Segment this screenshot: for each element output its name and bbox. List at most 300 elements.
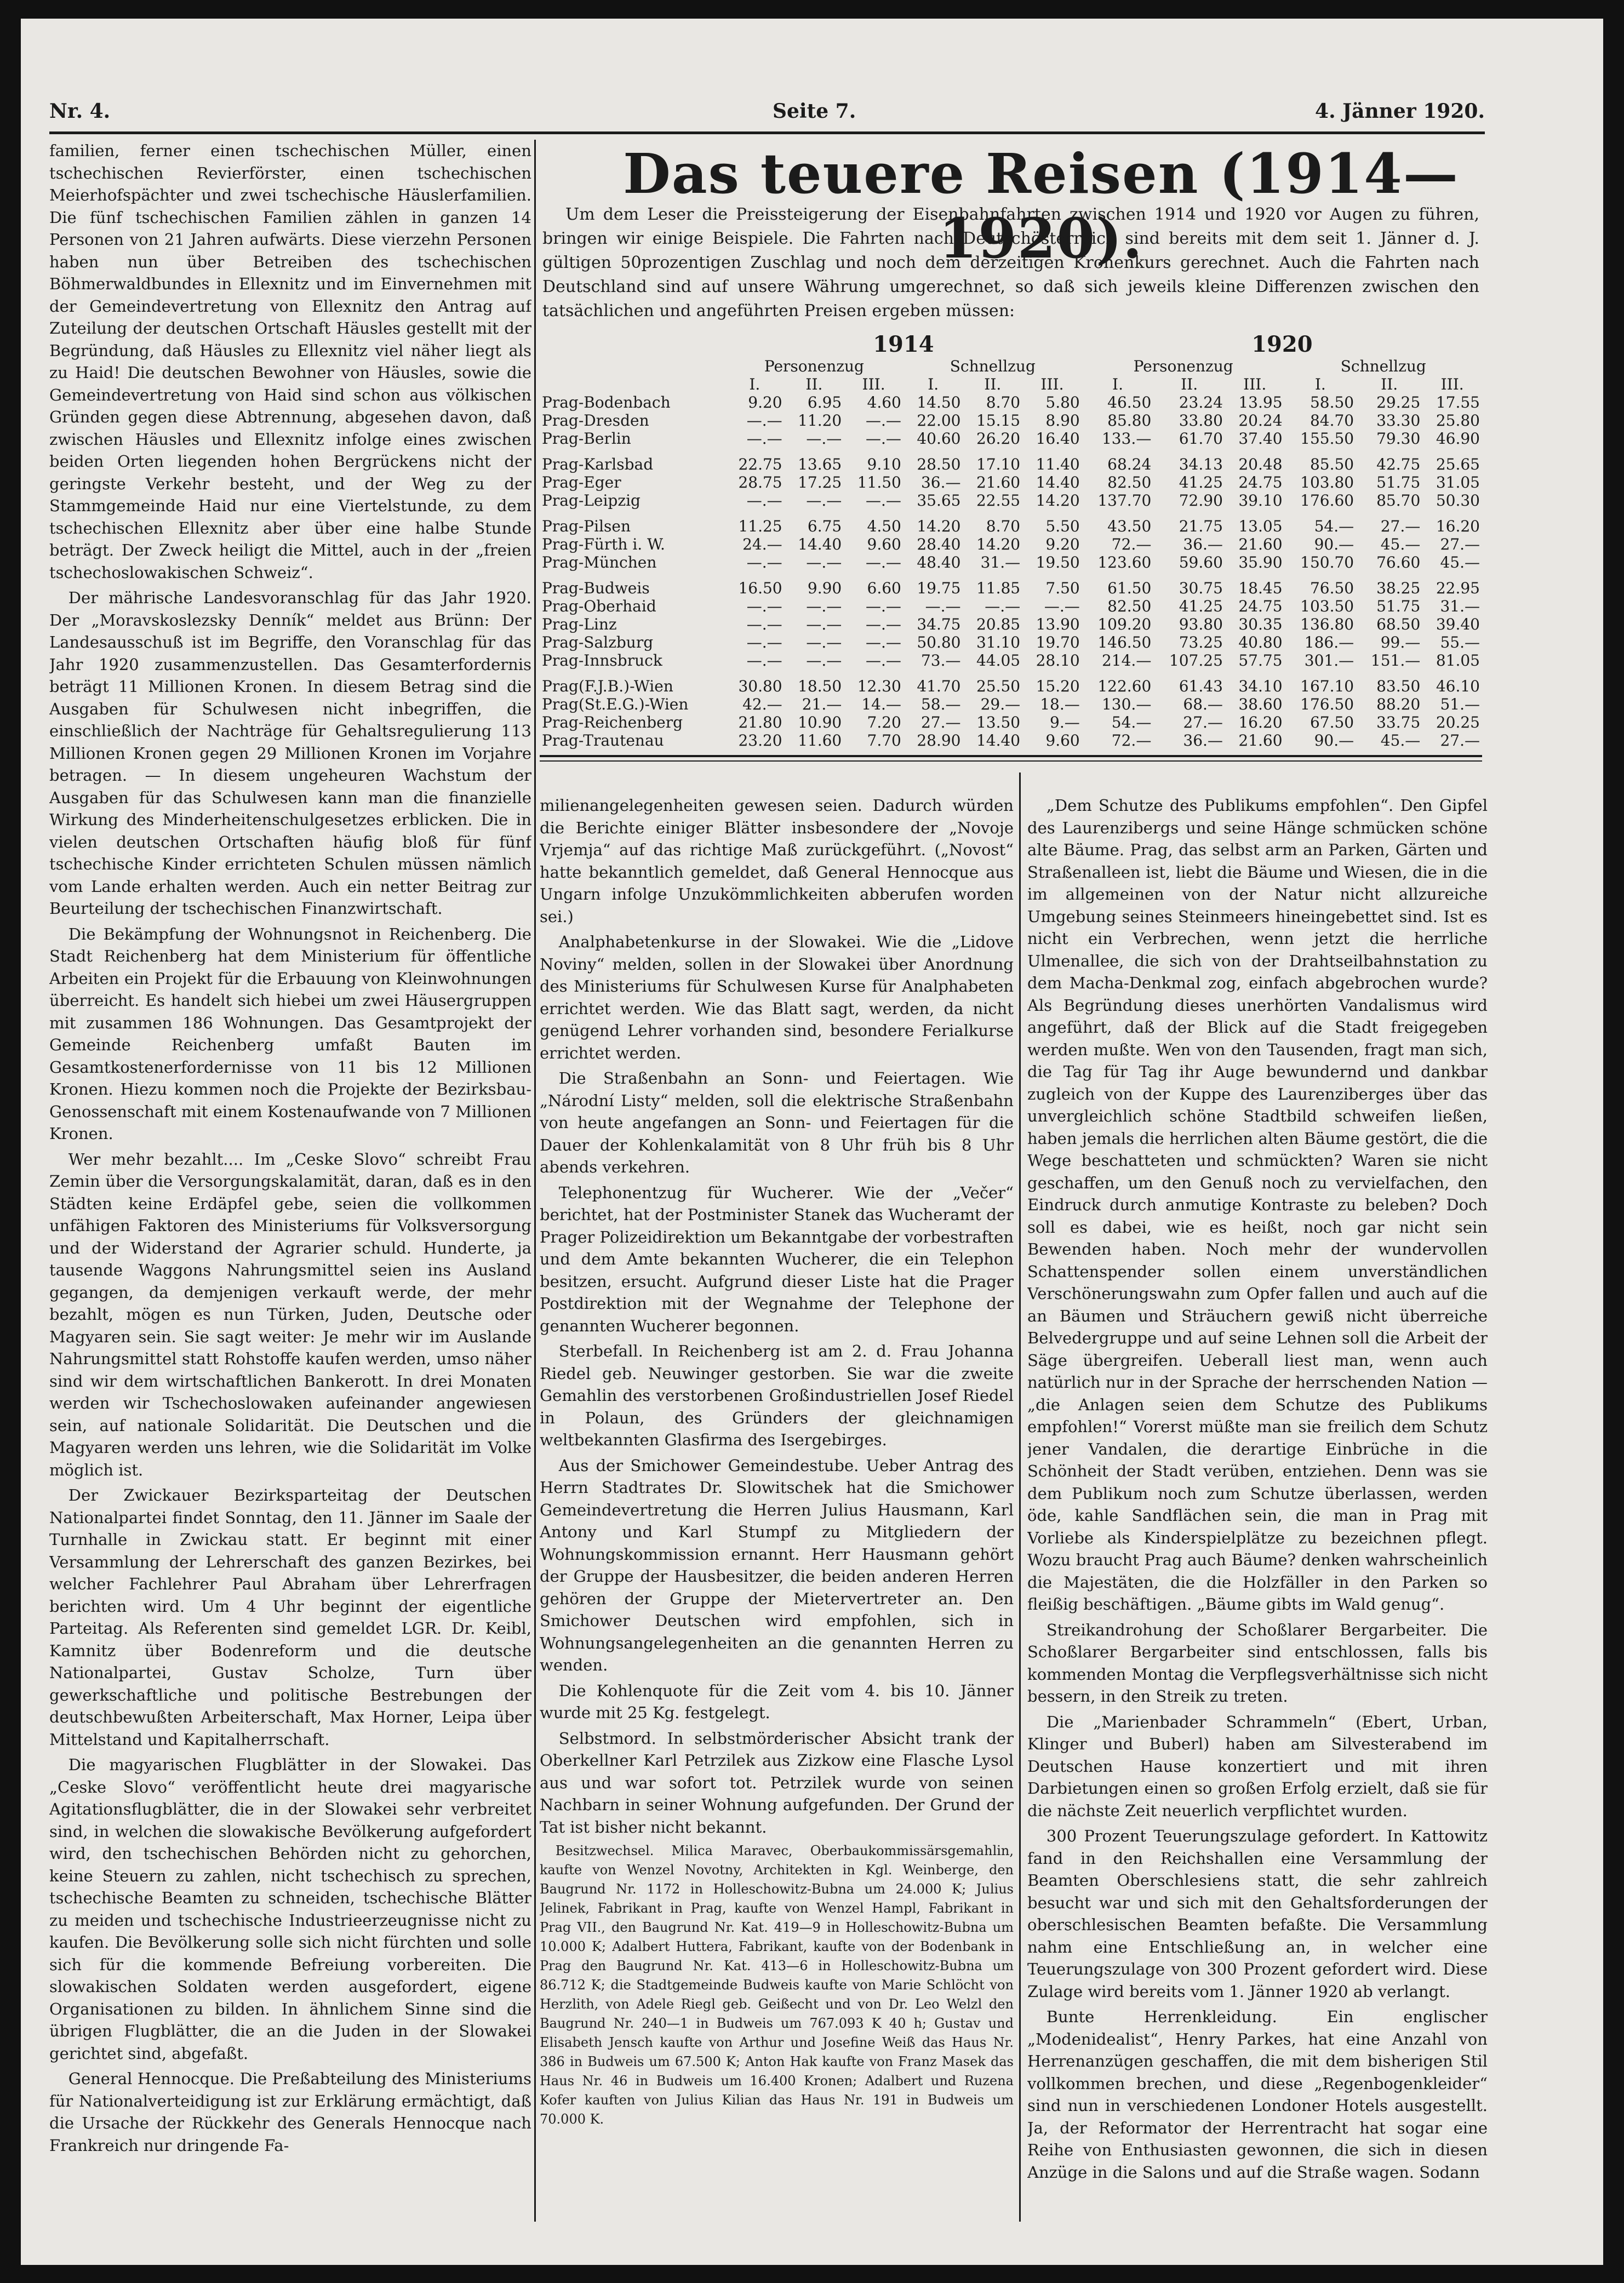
fare-value: 16.40: [1036, 430, 1080, 448]
fare-row: [540, 615, 1482, 633]
fare-value: —.—: [746, 553, 782, 571]
fare-value: 29.—: [980, 695, 1021, 713]
fare-value: —.—: [925, 597, 961, 615]
col2-paragraph: Sterbefall. In Reichenberg ist am 2. d. Frau Johanna Riedel geb. Neuwinger gestorben. Sie war die zweite Gemahlin des verstorbenen Großindustriellen Josef Riedel in Polaun, des Gründers der gleichnamigen weltbekannten Glasfirma des Isergebirges.: [540, 1342, 1014, 1449]
fare-value: —.—: [806, 615, 842, 633]
fare-value: 14.40: [976, 731, 1021, 749]
fare-value: 22.75: [738, 455, 782, 473]
fare-value: 186.—: [1304, 633, 1354, 651]
fare-row: [540, 491, 1482, 510]
fare-value: 14.20: [917, 517, 961, 535]
fare-value: 83.50: [1376, 677, 1421, 695]
fare-value: 31.—: [980, 553, 1021, 571]
fare-value: 301.—: [1304, 651, 1354, 670]
fare-value: 130.—: [1101, 695, 1152, 713]
group-schnellzug: Schnellzug: [1340, 357, 1426, 375]
fare-value: 14.40: [1036, 473, 1080, 491]
fare-value: 11.25: [738, 517, 782, 535]
fare-value: 67.50: [1310, 713, 1354, 731]
fare-value: —.—: [746, 633, 782, 651]
fare-value: 54.—: [1111, 713, 1152, 731]
fare-value: 13.05: [1238, 517, 1283, 535]
fare-value: 9.20: [1045, 535, 1080, 553]
col2-paragraph: Telephonentzug für Wucherer. Wie der „Večer“ berichtet, hat der Postminister Stanek das Wucheramt der Prager Polizeidirektion um Bekanntgabe der vorbestraften und dem Amte bekannten Wucherer, die ein Telephon besitzen, ersucht. Aufgrund dieser Liste hat die Prager Postdirektion mit der Wegnahme der Telephone der genannten Wucherer begonnen.: [540, 1183, 1014, 1335]
fare-value: 28.90: [917, 731, 961, 749]
column-divider: [534, 140, 536, 2222]
column-3: [1027, 794, 1488, 2222]
fare-value: 24.75: [1238, 473, 1283, 491]
fare-row: [540, 455, 1482, 473]
fare-value: 68.—: [1183, 695, 1223, 713]
article-intro-text: Um dem Leser die Preissteigerung der Eisenbahnfahrten zwischen 1914 und 1920 vor Augen zu führen, bringen wir einige Beispiele. Die Fahrten nach Deutschösterreich sind bereits mit dem seit 1. Jänner d. J. gültigen 50prozentigen Zuschlag und noch dem derzeitigen Kronenkurs gerechnet. Auch die Fahrten nach Deutschland sind auf unsere Währung umgerechnet, so daß sich jeweils kleine Differenzen zwischen den tatsächlichen und angeführten Preisen ergeben müssen:: [542, 205, 1479, 321]
fare-value: 31.05: [1436, 473, 1480, 491]
fare-value: —.—: [746, 597, 782, 615]
fare-value: 13.65: [798, 455, 842, 473]
fare-value: 150.70: [1300, 553, 1354, 571]
fare-value: 9.60: [867, 535, 901, 553]
fare-value: 16.20: [1436, 517, 1480, 535]
fare-value: 16.50: [738, 579, 782, 597]
route-name: Prag-Salzburg: [542, 633, 654, 651]
fare-value: 25.65: [1436, 455, 1480, 473]
header-rule: [49, 131, 1485, 134]
row-gap: [540, 448, 1482, 455]
fare-value: 22.55: [976, 491, 1021, 510]
fare-value: 38.25: [1376, 579, 1421, 597]
fare-value: 40.60: [917, 430, 961, 448]
fare-value: 31.—: [1440, 597, 1480, 615]
fare-value: —.—: [806, 553, 842, 571]
class-header: III.: [862, 375, 885, 393]
fare-value: 20.25: [1436, 713, 1480, 731]
row-gap: [540, 571, 1482, 579]
fare-value: 45.—: [1380, 535, 1421, 553]
fare-value: 7.20: [867, 713, 901, 731]
class-header: II.: [1181, 375, 1198, 393]
table-bottom-rule: [540, 760, 1482, 762]
fare-value: 41.70: [917, 677, 961, 695]
fare-value: 13.50: [976, 713, 1021, 731]
column-divider: [1019, 773, 1021, 2222]
issue-number: Nr. 4.: [49, 100, 111, 123]
fare-value: 34.13: [1179, 455, 1223, 473]
fare-value: 214.—: [1101, 651, 1152, 670]
fare-value: 30.75: [1179, 579, 1223, 597]
fare-value: —.—: [865, 430, 901, 448]
col3-paragraph: Die „Marienbader Schrammeln“ (Ebert, Urban, Klinger und Buberl) haben am Silvesterabend im Deutschen Hause konzertiert und mit ihren Darbietungen einen so großen Erfolg erzielt, daß sie für die nächste Zeit neuerlich verpflichtet wurden.: [1027, 1712, 1488, 1820]
class-header: I.: [1112, 375, 1124, 393]
fare-value: —.—: [865, 491, 901, 510]
fare-value: 25.80: [1436, 411, 1480, 430]
route-name: Prag-Pilsen: [542, 517, 631, 535]
row-gap: [540, 670, 1482, 677]
fare-value: 36.—: [920, 473, 961, 491]
fare-row: [540, 633, 1482, 651]
fare-value: 72.—: [1111, 535, 1152, 553]
fare-value: 17.55: [1436, 393, 1480, 411]
fare-value: 9.90: [807, 579, 842, 597]
fare-value: —.—: [806, 633, 842, 651]
route-name: Prag(St.E.G.)-Wien: [542, 695, 689, 713]
fare-value: —.—: [865, 615, 901, 633]
fare-value: 5.50: [1045, 517, 1080, 535]
fare-value: 42.75: [1376, 455, 1421, 473]
class-header: I.: [1314, 375, 1326, 393]
column-2: [540, 794, 1014, 2222]
col2-paragraph: milienangelegenheiten gewesen seien. Dadurch würden die Berichte einiger Blätter insbesondere der „Novoje Vrjemja“ auf das richtige Maß zurückgeführt. („Novost“ hatte bekanntlich gemeldet, daß General Hennocque aus Ungarn infolge Unzukömmlichkeiten abberufen worden sei.): [540, 796, 1014, 926]
fare-row: [540, 731, 1482, 749]
fare-value: 73.25: [1179, 633, 1223, 651]
col2-paragraph: Die Kohlenquote für die Zeit vom 4. bis 10. Jänner wurde mit 25 Kg. festgelegt.: [540, 1681, 1014, 1722]
col3-paragraph: Streikandrohung der Schoßlarer Bergarbeiter. Die Schoßlarer Bergarbeiter sind entschlossen, falls bis kommenden Montag die Verpflegsverhältnisse sich nicht bessern, in den Streik zu treten.: [1027, 1620, 1488, 1706]
page-number: Seite 7.: [773, 100, 856, 123]
fare-value: 22.00: [917, 411, 961, 430]
fare-value: 28.10: [1036, 651, 1080, 670]
fare-value: 133.—: [1101, 430, 1152, 448]
fare-value: 19.70: [1036, 633, 1080, 651]
fare-value: 34.10: [1238, 677, 1283, 695]
fare-row: [540, 430, 1482, 448]
fare-value: 22.95: [1436, 579, 1480, 597]
fare-value: 27.—: [920, 713, 961, 731]
fare-value: 54.—: [1314, 517, 1354, 535]
fare-row: [540, 579, 1482, 597]
fare-table: [540, 331, 1482, 749]
fare-value: 61.43: [1179, 677, 1223, 695]
fare-value: 82.50: [1107, 597, 1152, 615]
fare-value: 167.10: [1300, 677, 1354, 695]
fare-value: 19.75: [917, 579, 961, 597]
fare-value: 7.50: [1045, 579, 1080, 597]
fare-value: 6.75: [807, 517, 842, 535]
fare-value: 11.60: [798, 731, 842, 749]
fare-value: 88.20: [1376, 695, 1421, 713]
fare-value: —.—: [806, 430, 842, 448]
fare-row: [540, 695, 1482, 713]
fare-value: 9.60: [1045, 731, 1080, 749]
fare-value: 10.90: [798, 713, 842, 731]
fare-value: 93.80: [1179, 615, 1223, 633]
fare-rows: [540, 393, 1482, 749]
fare-value: —.—: [746, 651, 782, 670]
fare-value: 36.—: [1183, 731, 1223, 749]
fare-row: [540, 517, 1482, 535]
col1-paragraph: Wer mehr bezahlt.... Im „Ceske Slovo“ schreibt Frau Zemin über die Versorgungskalamität, daran, daß es in den Städten keine Erdäpfel gebe, seien die vollkommen unfähigen Faktoren des Ministeriums für Volksversorgung und der Widerstand der Agrarier schuld. Hunderte, ja tausende Waggons Nahrungsmittel seien ins Ausland gegangen, da demjenigen verkauft werde, der mehr bezahlt, mögen es nun Türken, Juden, Deutsche oder Magyaren sein. Sie sagt weiter: Je mehr wir im Auslande Nahrungsmittel statt Rohstoffe kaufen werden, umso näher sind wir dem wirtschaftlichen Bankerott. In drei Monaten werden wir Tschechoslowaken aufeinander angewiesen sein, auf nationale Solidarität. Die Deutschen und die Magyaren werden uns lehren, wie die Solidarität im Volke möglich ist.: [49, 1149, 531, 1479]
route-name: Prag-Innsbruck: [542, 651, 662, 670]
fare-value: 61.70: [1179, 430, 1223, 448]
fare-value: 4.50: [867, 517, 901, 535]
route-name: Prag-Berlin: [542, 430, 631, 448]
fare-value: 20.85: [976, 615, 1021, 633]
fare-value: —.—: [865, 411, 901, 430]
fare-value: 90.—: [1314, 535, 1354, 553]
fare-row: [540, 713, 1482, 731]
fare-value: —.—: [806, 491, 842, 510]
fare-value: 33.30: [1376, 411, 1421, 430]
fare-value: —.—: [865, 597, 901, 615]
fare-value: —.—: [806, 651, 842, 670]
fare-row: [540, 553, 1482, 571]
fare-value: 8.90: [1045, 411, 1080, 430]
col1-paragraph: General Hennocque. Die Preßabteilung des Ministeriums für Nationalverteidigung ist zur Erklärung ermächtigt, daß die Ursache der Rückkehr des Generals Hennocque nach Frankreich nur dringende Fa-: [49, 2069, 531, 2155]
fare-value: 151.—: [1370, 651, 1421, 670]
fare-value: —.—: [746, 411, 782, 430]
fare-value: 29.25: [1376, 393, 1421, 411]
route-name: Prag-Budweis: [542, 579, 650, 597]
fare-value: 13.95: [1238, 393, 1283, 411]
fare-value: 46.90: [1436, 430, 1480, 448]
col2-paragraph: Analphabetenkurse in der Slowakei. Wie die „Lidove Noviny“ melden, sollen in der Slowakei über Anordnung des Ministeriums für Schulwesen Kurse für Analphabeten errichtet werden. Wie das Blatt sagt, werden, da nicht genügend Lehrer vorhanden sind, besondere Ferialkurse errichtet werden.: [540, 932, 1014, 1062]
row-gap: [540, 510, 1482, 517]
fare-value: 123.60: [1097, 553, 1152, 571]
article-headline: Das teuere Reisen (1914—1920).: [623, 141, 1459, 271]
class-header: III.: [1040, 375, 1064, 393]
fare-value: 72.90: [1179, 491, 1223, 510]
col3-paragraph: „Dem Schutze des Publikums empfohlen“. Den Gipfel des Laurenzibergs und seine Hänge schmücken schöne alte Bäume. Prag, das selbst arm an Parken, Gärten und Straßenalleen ist, liebt die Bäume und Wiesen, die in die im allgemeinen von der Natur nicht allzureiche Umgebung seines Steinmeers hineingebettet sind. Ist es nicht ein Verbrechen, wenn jetzt die herrliche Ulmenallee, die sich von der Drahtseilbahnstation zu dem Macha-Denkmal zog, einfach abgebrochen wurde? Als Begründung dieses unerhörten Vandalismus wird angeführt, daß der Blick auf die Stadt freigegeben werden mußte. Wen von den Tausenden, fragt man sich, die Tag für Tag ihr Auge bewundernd und dankbar zugleich von der Kuppe des Laurenziberges über das unvergleichlich schöne Stadtbild schweifen ließen, haben jemals die herrlichen alten Bäume gestört, die die Wege beschatteten und schmückten? Waren sie nicht geschaffen, um den Genuß noch zu vervielfachen, den Eindruck durch anmutige Kontraste zu beleben? Doch soll es dabei, wie es heißt, noch gar nicht sein Bewenden haben. Noch mehr der wundervollen Schattenspender sollen einem unverständlichen Verschönerungswahn zum Opfer fallen und auch auf die an Bäumen und Sträuchern gewiß nicht überreiche Belvedergruppe und auf seine Lehnen soll die Arbeit der Säge übergreifen. Ueberall liest man, wenn auch natürlich nur in der Sprache der herrschenden Nation — „die Anlagen seien dem Schutze des Publikums empfohlen!“ Vorerst müßte man sie freilich dem Schutz jener Vandalen, die derartige Einbrüche in die Schönheit der Stadt verüben, entziehen. Denn was sie dem Publikum noch zum Schutze überlassen, werden öde, kahle Sandflächen sein, die man in Prag mit Vorliebe als Kinderspielplätze zu bezeichnen pflegt. Wozu braucht Prag auch Bäume? denken wahrscheinlich die Majestäten, die die Holzfäller in den Parken so fleißig beschäftigen. „Bäume gibts im Wald genug“.: [1027, 796, 1488, 1613]
fare-value: 23.24: [1179, 393, 1223, 411]
fare-value: 18.50: [798, 677, 842, 695]
fare-value: 33.80: [1179, 411, 1223, 430]
fare-value: 122.60: [1097, 677, 1152, 695]
fare-value: 9.10: [867, 455, 901, 473]
fare-value: 50.80: [917, 633, 961, 651]
route-name: Prag-Bodenbach: [542, 393, 671, 411]
fare-value: 6.60: [867, 579, 901, 597]
fare-row: [540, 677, 1482, 695]
fare-value: 68.50: [1376, 615, 1421, 633]
fare-value: 176.60: [1300, 491, 1354, 510]
route-name: Prag-München: [542, 553, 657, 571]
fare-value: 99.—: [1380, 633, 1421, 651]
fare-value: —.—: [865, 553, 901, 571]
fare-value: 21.—: [802, 695, 842, 713]
fare-row: [540, 651, 1482, 670]
fare-value: 21.60: [1238, 535, 1283, 553]
fare-value: 19.50: [1036, 553, 1080, 571]
class-header: II.: [1381, 375, 1398, 393]
fare-value: —.—: [865, 651, 901, 670]
class-header: I.: [749, 375, 760, 393]
fare-value: 27.—: [1440, 535, 1480, 553]
col1-paragraph: Die Bekämpfung der Wohnungsnot in Reichenberg. Die Stadt Reichenberg hat dem Ministerium für öffentliche Arbeiten ein Projekt für die Erbauung von Kleinwohnungen überreicht. Es handelt sich hiebei um zwei Häusergruppen mit zusammen 186 Wohnungen. Das Gesamtprojekt der Gemeinde Reichenberg umfaßt Bauten im Gesamtkostenerfordernisse von 11 bis 12 Millionen Kronen. Hiezu kommen noch die Projekte der Bezirksbau-Genossenschaft mit einem Kostenaufwande von 7 Millionen Kronen.: [49, 924, 531, 1143]
fare-row: [540, 411, 1482, 430]
fare-value: 50.30: [1436, 491, 1480, 510]
col3-paragraph: Bunte Herrenkleidung. Ein englischer „Modenidealist“, Henry Parkes, hat eine Anzahl von Herrenanzügen geschaffen, die mit dem bisherigen Stil vollkommen brechen, und diese „Regenbogenkleider“ sind nun in verschiedenen Londoner Hotels ausgestellt. Ja, der Reformator der Herrentracht hat sogar eine Reihe von Enthusiasten gewonnen, die sich in diesen Anzüge in die Salons und auf die Straße wagen. Sodann: [1027, 2007, 1488, 2182]
table-bottom-rule: [540, 755, 1482, 757]
fare-value: 20.48: [1238, 455, 1283, 473]
route-name: Prag-Oberhaid: [542, 597, 656, 615]
fare-value: 82.50: [1107, 473, 1152, 491]
col2-paragraph: Die Straßenbahn an Sonn- und Feiertagen. Wie „Národní Listy“ melden, soll die elektrische Straßenbahn von heute angefangen an Sonn- und Feiertagen für die Dauer der Kohlenkalamität von 8 Uhr früh bis 8 Uhr abends verkehren.: [540, 1069, 1014, 1176]
fare-value: 45.—: [1440, 553, 1480, 571]
col1-paragraph: familien, ferner einen tschechischen Müller, einen tschechischen Revierförster, einen tschechischen Meierhofspächter und zwei tschechische Häuslerfamilien. Die fünf tschechischen Familien zählen in ganzen 14 Personen von 21 Jahren aufwärts. Diese vierzehn Personen haben nun über Betreiben des tschechischen Böhmerwaldbundes in Ellexnitz und im Einvernehmen mit der Gemeindevertretung von Ellexnitz den Antrag auf Zuteilung der deutschen Ortschaft Häusles gestellt mit der Begründung, daß Häusles zu Ellexnitz viel näher liegt als zu Haid! Die deutschen Bewohner von Häusles, sowie die Gemeindevertretung von Haid sind schon aus völkischen Gründen gegen diese Abtrennung, abgesehen davon, daß zwischen Häusles und Ellexnitz infolge eines zwischen beiden Orten liegenden hohen Bergrückens nicht der geringste Verkehr besteht, und der Weg zu der Stammgemeinde Haid nur eine Viertelstunde, zu dem tschechischen Ellexnitz aber über eine halbe Stunde beträgt. Der Zweck heiligt die Mittel, auch in der „freien tschechoslowakischen Schweiz“.: [49, 141, 531, 582]
group-schnellzug: Schnellzug: [950, 357, 1036, 375]
fare-value: 28.50: [917, 455, 961, 473]
fare-value: 103.50: [1300, 597, 1354, 615]
fare-value: 27.—: [1440, 731, 1480, 749]
col1-paragraph: Die magyarischen Flugblätter in der Slowakei. Das „Ceske Slovo“ veröffentlicht heute drei magyarische Agitationsflugblätter, die in der Slowakei sehr verbreitet sind, in welchen die slowakische Bevölkerung aufgefordert wird, den tschechischen Behörden nicht zu gehorchen, keine Steuern zu zahlen, nicht tschechisch zu sprechen, tschechische Beamten zu schneiden, tschechische Blätter zu meiden und tschechische Industrieerzeugnisse nicht zu kaufen. Die Bevölkerung solle sich nicht fürchten und solle sich für die kommende Befreiung vorbereiten. Die slowakischen Soldaten werden ausgefordert, eigene Organisationen zu bilden. In ähnlichem Sinne sind die übrigen Flugblätter, die an die Juden in der Slowakei gerichtet sind, abgefaßt.: [49, 1755, 531, 2063]
fare-value: 9.20: [748, 393, 782, 411]
fare-value: 84.70: [1310, 411, 1354, 430]
fare-value: 43.50: [1107, 517, 1152, 535]
fare-value: 14.40: [798, 535, 842, 553]
fare-value: 13.90: [1036, 615, 1080, 633]
fare-value: 4.60: [867, 393, 901, 411]
fare-row: [540, 473, 1482, 491]
fare-value: 51.75: [1376, 597, 1421, 615]
fare-value: 41.25: [1179, 597, 1223, 615]
fare-value: 81.05: [1436, 651, 1480, 670]
fare-value: 15.20: [1036, 677, 1080, 695]
fare-row: [540, 393, 1482, 411]
fare-value: 33.75: [1376, 713, 1421, 731]
fare-value: 37.40: [1238, 430, 1283, 448]
fare-value: 107.25: [1169, 651, 1223, 670]
fare-value: 58.—: [920, 695, 961, 713]
class-header: III.: [1243, 375, 1267, 393]
year-1920: 1920: [1251, 331, 1313, 357]
fare-value: 18.—: [1040, 695, 1080, 713]
route-name: Prag-Eger: [542, 473, 621, 491]
col1-paragraph: Der mährische Landesvoranschlag für das Jahr 1920. Der „Moravskoslezsky Denník“ meldet aus Brünn: Der Landesausschuß ist im Begriffe, den Voranschlag für das Jahr 1920 zusammenzustellen. Das Gesamterfordernis beträgt 11 Millionen Kronen. In diesem Betrag sind die Ausgaben für Schulwesen nicht inbegriffen, die einschließlich der Nachträge für Gehaltsregulierung 113 Millionen Kronen gegen 29 Millionen Kronen im Vorjahre betragen. — In diesem ungeheuren Wachstum der Ausgaben für das Schulwesen kann man die finanzielle Wirkung des Minderheitenschulgesetzes erblicken. Die in vielen deutschen Ortschaften häufig bloß für fünf tschechische Kinder errichteten Schulen müssen nämlich vom Lande erhalten werden. Auch ein netter Beitrag zur Beurteilung der tschechischen Finanzwirtschaft.: [49, 588, 531, 918]
fare-row: [540, 535, 1482, 553]
fare-value: —.—: [746, 615, 782, 633]
fare-value: 21.60: [976, 473, 1021, 491]
route-name: Prag-Linz: [542, 615, 617, 633]
fare-value: 44.05: [976, 651, 1021, 670]
fare-value: 137.70: [1097, 491, 1152, 510]
fare-value: 17.25: [798, 473, 842, 491]
fare-value: 72.—: [1111, 731, 1152, 749]
fare-value: 15.15: [976, 411, 1021, 430]
fare-value: —.—: [746, 491, 782, 510]
route-name: Prag(F.J.B.)-Wien: [542, 677, 673, 695]
fare-value: 14.20: [976, 535, 1021, 553]
fare-value: 21.80: [738, 713, 782, 731]
fare-value: 36.—: [1183, 535, 1223, 553]
fare-value: 21.60: [1238, 731, 1283, 749]
fare-value: 28.75: [738, 473, 782, 491]
column-1: [49, 140, 531, 2222]
fare-value: 48.40: [917, 553, 961, 571]
fare-value: 136.80: [1300, 615, 1354, 633]
fare-value: 27.—: [1183, 713, 1223, 731]
article-intro: [542, 203, 1479, 323]
route-name: Prag-Karlsbad: [542, 455, 654, 473]
fare-value: 35.65: [917, 491, 961, 510]
fare-value: 68.24: [1107, 455, 1152, 473]
fare-value: 176.50: [1300, 695, 1354, 713]
fare-value: 34.75: [917, 615, 961, 633]
fare-value: 155.50: [1300, 430, 1354, 448]
fare-value: 11.85: [976, 579, 1021, 597]
fare-value: 73.—: [920, 651, 961, 670]
fare-value: 18.45: [1238, 579, 1283, 597]
col2-paragraph: Besitzwechsel. Milica Maravec, Oberbaukommissärsgemahlin, kaufte von Wenzel Novotny, Architekten in Kgl. Weinberge, den Baugrund Nr. 1172 in Holleschowitz-Bubna um 24.000 K; Julius Jelinek, Fabrikant in Prag, kaufte von Wenzel Hampl, Fabrikant in Prag VII., den Baugrund Nr. Kat. 419—9 in Holleschowitz-Bubna um 10.000 K; Adalbert Huttera, Fabrikant, kaufte von der Bodenbank in Prag den Baugrund Nr. Kat. 413—6 in Holleschowitz-Bubna um 86.712 K; die Stadtgemeinde Budweis kaufte von Marie Schlöcht von Herzlith, von Adele Riegl geb. Geißecht und von Dr. Leo Welzl den Baugrund Nr. 240—1 in Budweis um 767.093 K 40 h; Gustav und Elisabeth Jensch kaufte von Arthur und Josefine Weiß das Haus Nr. 386 in Budweis um 67.500 K; Anton Hak kaufte von Franz Masek das Haus Nr. 46 in Budweis um 16.400 Kronen; Adalbert und Ruzena Kofer kauften von Julius Kilian das Haus Nr. 191 in Budweis um 70.000 K.: [540, 1843, 1014, 2127]
class-header: I.: [928, 375, 939, 393]
fare-value: 46.50: [1107, 393, 1152, 411]
fare-value: 103.80: [1300, 473, 1354, 491]
fare-value: 146.50: [1097, 633, 1152, 651]
col2-paragraph: Aus der Smichower Gemeindestube. Ueber Antrag des Herrn Stadtrates Dr. Slowitschek hat die Smichower Gemeindevertretung die Herren Julius Hausmann, Karl Antony und Karl Stumpf zu Mitgliedern der Wohnungskommission ernannt. Herr Hausmann gehört der Gruppe der Hausbesitzer, die beiden anderen Herren gehören der Gruppe der Mietervertreter an. Den Smichower Deutschen wird empfohlen, sich in Wohnungsangelegenheiten an die genannten Herren zu wenden.: [540, 1456, 1014, 1674]
fare-value: 85.80: [1107, 411, 1152, 430]
fare-value: 40.80: [1238, 633, 1283, 651]
group-personenzug: Personenzug: [1133, 357, 1233, 375]
fare-value: 24.75: [1238, 597, 1283, 615]
group-personenzug: Personenzug: [764, 357, 864, 375]
fare-value: 14.20: [1036, 491, 1080, 510]
fare-value: 14.—: [861, 695, 901, 713]
fare-value: 51.—: [1440, 695, 1480, 713]
fare-value: 8.70: [986, 517, 1021, 535]
fare-value: 11.20: [798, 411, 842, 430]
fare-value: 42.—: [742, 695, 782, 713]
fare-value: 85.70: [1376, 491, 1421, 510]
route-name: Prag-Reichenberg: [542, 713, 683, 731]
route-name: Prag-Dresden: [542, 411, 649, 430]
fare-value: 11.50: [857, 473, 901, 491]
fare-value: 39.40: [1436, 615, 1480, 633]
fare-value: 57.75: [1238, 651, 1283, 670]
fare-value: 59.60: [1179, 553, 1223, 571]
issue-date: 4. Jänner 1920.: [1315, 100, 1485, 123]
fare-value: 85.50: [1310, 455, 1354, 473]
fare-value: 21.75: [1179, 517, 1223, 535]
page-header: [49, 94, 1485, 133]
fare-value: 30.35: [1238, 615, 1283, 633]
fare-value: —.—: [806, 597, 842, 615]
fare-value: 109.20: [1097, 615, 1152, 633]
fare-value: 58.50: [1310, 393, 1354, 411]
fare-value: 16.20: [1238, 713, 1283, 731]
year-1914: 1914: [873, 331, 934, 357]
col1-paragraph: Der Zwickauer Bezirksparteitag der Deutschen Nationalpartei findet Sonntag, den 11. Jänner im Saale der Turnhalle in Zwickau statt. Er beginnt mit einer Versammlung der Lehrerschaft des ganzen Bezirkes, bei welcher Fachlehrer Paul Abraham über Lehrerfragen berichten wird. Um 4 Uhr beginnt der eigentliche Parteitag. Als Referenten sind gemeldet LGR. Dr. Keibl, Kamnitz über Bodenreform und die deutsche Nationalpartei, Gustav Scholze, Turn über gewerkschaftliche und politische Bestrebungen der deutschbewußten Arbeiterschaft, Max Horner, Leipa über Mittelstand und Kapitalherrschaft.: [49, 1486, 531, 1749]
fare-value: 30.80: [738, 677, 782, 695]
fare-value: 11.40: [1036, 455, 1080, 473]
fare-value: 28.40: [917, 535, 961, 553]
fare-value: 45.—: [1380, 731, 1421, 749]
route-name: Prag-Leipzig: [542, 491, 641, 510]
fare-value: 5.80: [1045, 393, 1080, 411]
fare-value: 27.—: [1380, 517, 1421, 535]
fare-value: 41.25: [1179, 473, 1223, 491]
class-header: III.: [1440, 375, 1464, 393]
fare-value: —.—: [1044, 597, 1080, 615]
fare-value: 35.90: [1238, 553, 1283, 571]
fare-value: 90.—: [1314, 731, 1354, 749]
fare-value: 14.50: [917, 393, 961, 411]
fare-value: 17.10: [976, 455, 1021, 473]
fare-value: 23.20: [738, 731, 782, 749]
fare-value: 25.50: [976, 677, 1021, 695]
fare-value: 46.10: [1436, 677, 1480, 695]
fare-value: 12.30: [857, 677, 901, 695]
fare-value: 55.—: [1440, 633, 1480, 651]
col3-paragraph: 300 Prozent Teuerungszulage gefordert. In Kattowitz fand in den Reichshallen eine Versammlung der Beamten Oberschlesiens statt, die sehr zahlreich besucht war und sich mit den Gehaltsforderungen der oberschlesischen Beamten befaßte. Die Versammlung nahm eine Entschließung an, in welcher eine Teuerungszulage von 300 Prozent gefordert wird. Diese Zulage wird bereits vom 1. Jänner 1920 ab verlangt.: [1027, 1827, 1488, 2001]
fare-value: 76.60: [1376, 553, 1421, 571]
fare-value: —.—: [985, 597, 1021, 615]
fare-value: 8.70: [986, 393, 1021, 411]
class-header: II.: [805, 375, 823, 393]
route-name: Prag-Trautenau: [542, 731, 664, 749]
fare-value: 79.30: [1376, 430, 1421, 448]
fare-value: 31.10: [976, 633, 1021, 651]
fare-value: —.—: [746, 430, 782, 448]
route-name: Prag-Fürth i. W.: [542, 535, 665, 553]
fare-value: 24.—: [742, 535, 782, 553]
fare-value: 20.24: [1238, 411, 1283, 430]
fare-value: 7.70: [867, 731, 901, 749]
